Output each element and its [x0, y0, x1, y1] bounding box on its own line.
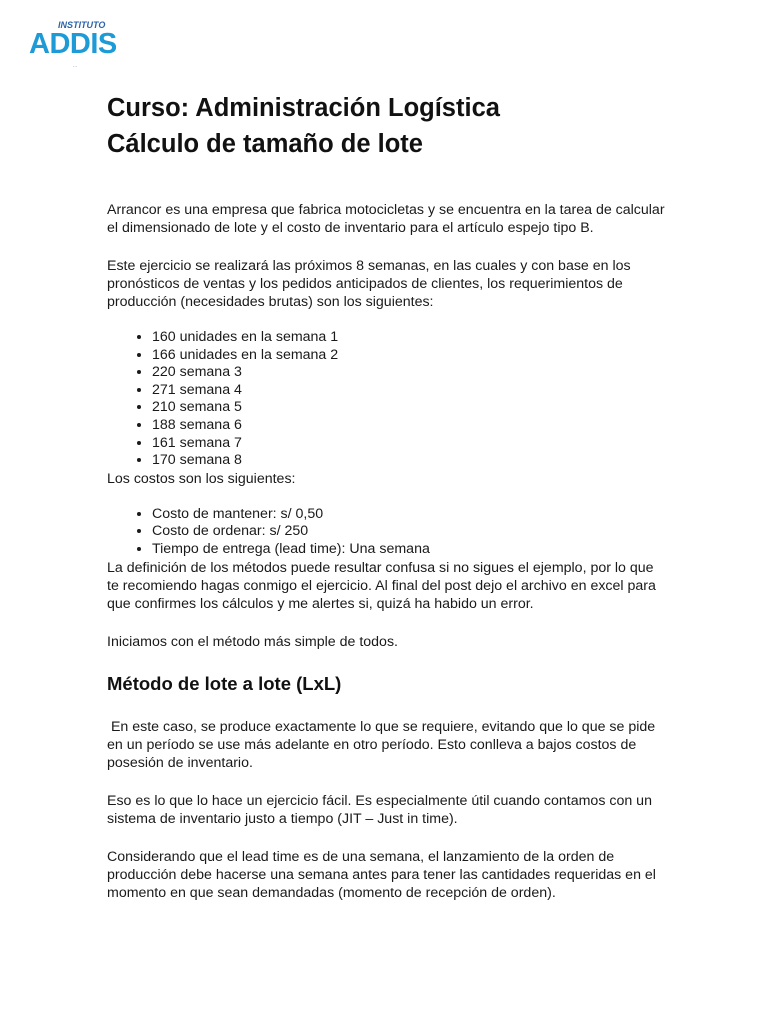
- list-item: • 188 semana 6: [152, 417, 667, 435]
- title-line-course: Curso: Administración Logística: [107, 94, 500, 122]
- list-item: • 160 unidades en la semana 1: [152, 329, 667, 347]
- list-item: • 271 semana 4: [152, 382, 667, 400]
- lxl-description-paragraph: En este caso, se produce exactamente lo que se requiere, evitando que lo que se pide en un período se use más adelante en otro período. Esto conlleva a bajos costos de posesión de inventario.: [107, 718, 660, 771]
- institute-addis-logo: [8, 8, 172, 78]
- start-paragraph: Iniciamos con el método más simple de todos.: [107, 633, 398, 650]
- list-item: • 161 semana 7: [152, 435, 667, 453]
- lead-time-paragraph: Considerando que el lead time es de una semana, el lanzamiento de la orden de producción debe hacerse una semana antes para tener las cantidades requeridas en el momento en que sean demandadas (momento de recepción de orden).: [107, 848, 656, 901]
- logo-tagline-text: ...: [73, 63, 78, 69]
- page-title: [107, 90, 667, 162]
- exercise-paragraph: Este ejercicio se realizará las próximos 8 semanas, en las cuales y con base en los pronósticos de ventas y los pedidos anticipados de clientes, los requerimientos de producción (necesidades brutas) son los siguientes:: [107, 258, 631, 310]
- requirements-list: [107, 329, 667, 470]
- intro-paragraph: Arrancor es una empresa que fabrica motocicletas y se encuentra en la tarea de calcular el dimensionado de lote y el costo de inventario para el artículo espejo tipo B.: [107, 202, 665, 236]
- list-item: • 170 semana 8: [152, 452, 667, 470]
- list-item: • 166 unidades en la semana 2: [152, 347, 667, 365]
- logo-institute-text: INSTITUTO: [58, 20, 106, 30]
- lxl-usefulness-paragraph: Eso es lo que lo hace un ejercicio fácil. Es especialmente útil cuando contamos con un sistema de inventario justo a tiempo (JIT – Just in time).: [107, 792, 652, 827]
- costs-intro: Los costos son los siguientes:: [107, 470, 296, 487]
- list-item: • 220 semana 3: [152, 364, 667, 382]
- methods-note-paragraph: La definición de los métodos puede resultar confusa si no sigues el ejemplo, por lo que te recomiendo hagas conmigo el ejercicio. Al final del post dejo el archivo en excel para que confirmes los cálculos y me alertes si, quizá ha habido un error.: [107, 559, 656, 612]
- title-line-topic: Cálculo de tamaño de lote: [107, 130, 423, 158]
- section-heading: Método de lote a lote (LxL): [107, 672, 342, 694]
- costs-list: [107, 506, 667, 559]
- list-item: • Tiempo de entrega (lead time): Una semana: [152, 541, 667, 559]
- list-item: • Costo de mantener: s/ 0,50: [152, 506, 667, 524]
- list-item: • 210 semana 5: [152, 399, 667, 417]
- logo-brand-text: ADDIS: [29, 28, 117, 60]
- list-item: • Costo de ordenar: s/ 250: [152, 523, 667, 541]
- document-body: [107, 90, 667, 902]
